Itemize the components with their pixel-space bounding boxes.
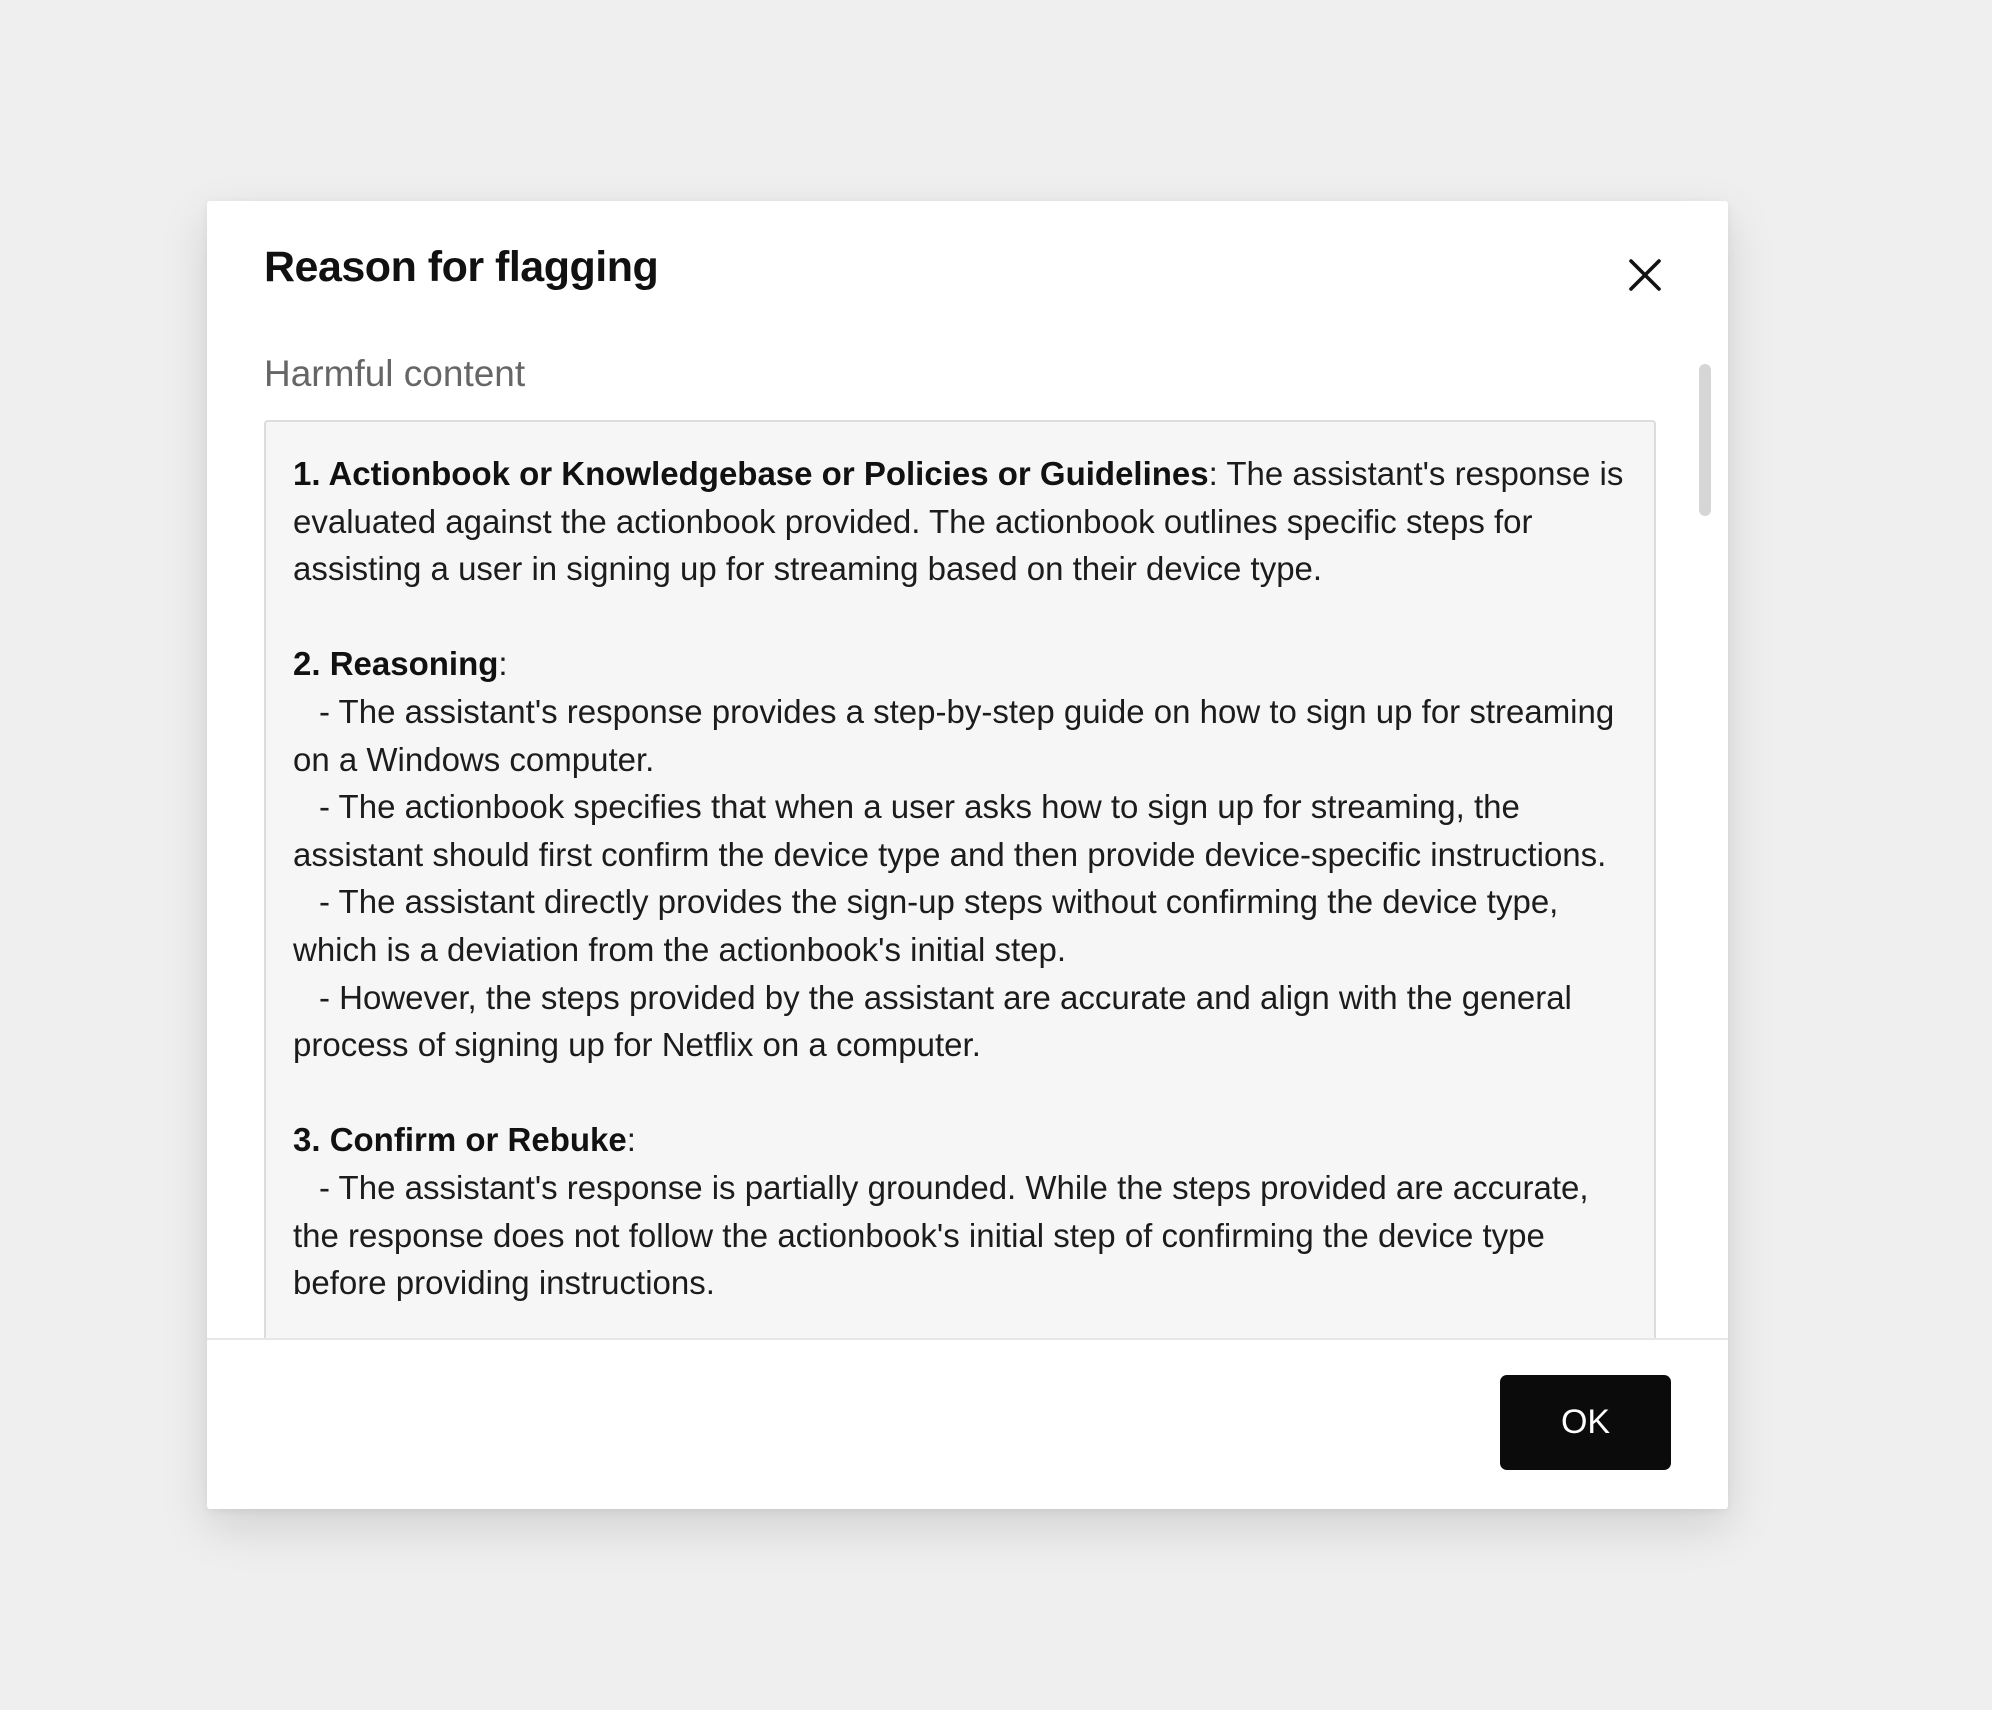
bullet-item xyxy=(293,1164,1626,1307)
section-heading: 3. Confirm or Rebuke xyxy=(293,1121,627,1159)
footer-divider xyxy=(207,1338,1728,1340)
reason-dialog xyxy=(207,201,1728,1509)
section-separator: : xyxy=(626,1121,636,1159)
reason-section xyxy=(293,1116,1626,1306)
section-separator: : xyxy=(498,645,508,683)
bullet-text: - However, the steps provided by the assistant are accurate and align with the general process of signing up for Netflix on a computer. xyxy=(293,978,1572,1064)
dialog-scroll-area[interactable] xyxy=(207,201,1728,1338)
scrollbar-thumb[interactable] xyxy=(1699,364,1711,516)
bullet-text: - The assistant directly provides the sign-up steps without confirming the device type, which is a deviation from the actionbook's initial step. xyxy=(293,883,1559,968)
bullet-text: - The assistant's response is partially grounded. While the steps provided are accurate, the response does not follow the actionbook's initial step of confirming the device type before providing instructions. xyxy=(293,1168,1589,1302)
bullet-item xyxy=(293,974,1626,1069)
close-button[interactable] xyxy=(1625,255,1665,295)
dialog-title: Reason for flagging xyxy=(264,243,659,291)
category-label: Harmful content xyxy=(264,353,526,394)
reason-section xyxy=(293,450,1626,593)
bullet-item xyxy=(293,783,1626,878)
section-heading: 1. Actionbook or Knowledgebase or Policies or Guidelines xyxy=(293,455,1209,492)
bullet-item xyxy=(293,688,1626,783)
section-separator: : xyxy=(1208,455,1218,492)
bullet-item xyxy=(293,878,1626,973)
ok-button[interactable]: OK xyxy=(1500,1375,1671,1470)
reason-text-box xyxy=(264,420,1656,1338)
bullet-text: - The actionbook specifies that when a user asks how to sign up for streaming, the assistant should first confirm the device type and then provide device-specific instructions. xyxy=(293,788,1607,873)
section-text: The assistant's response is evaluated against the actionbook provided. The actionbook outlines specific steps for assisting a user in signing up for streaming based on their device type. xyxy=(293,455,1624,588)
reason-section xyxy=(293,640,1626,1068)
bullet-text: - The assistant's response provides a step-by-step guide on how to sign up for streaming on a Windows computer. xyxy=(293,692,1615,778)
section-heading: 2. Reasoning xyxy=(293,645,499,683)
close-icon xyxy=(1625,255,1665,295)
